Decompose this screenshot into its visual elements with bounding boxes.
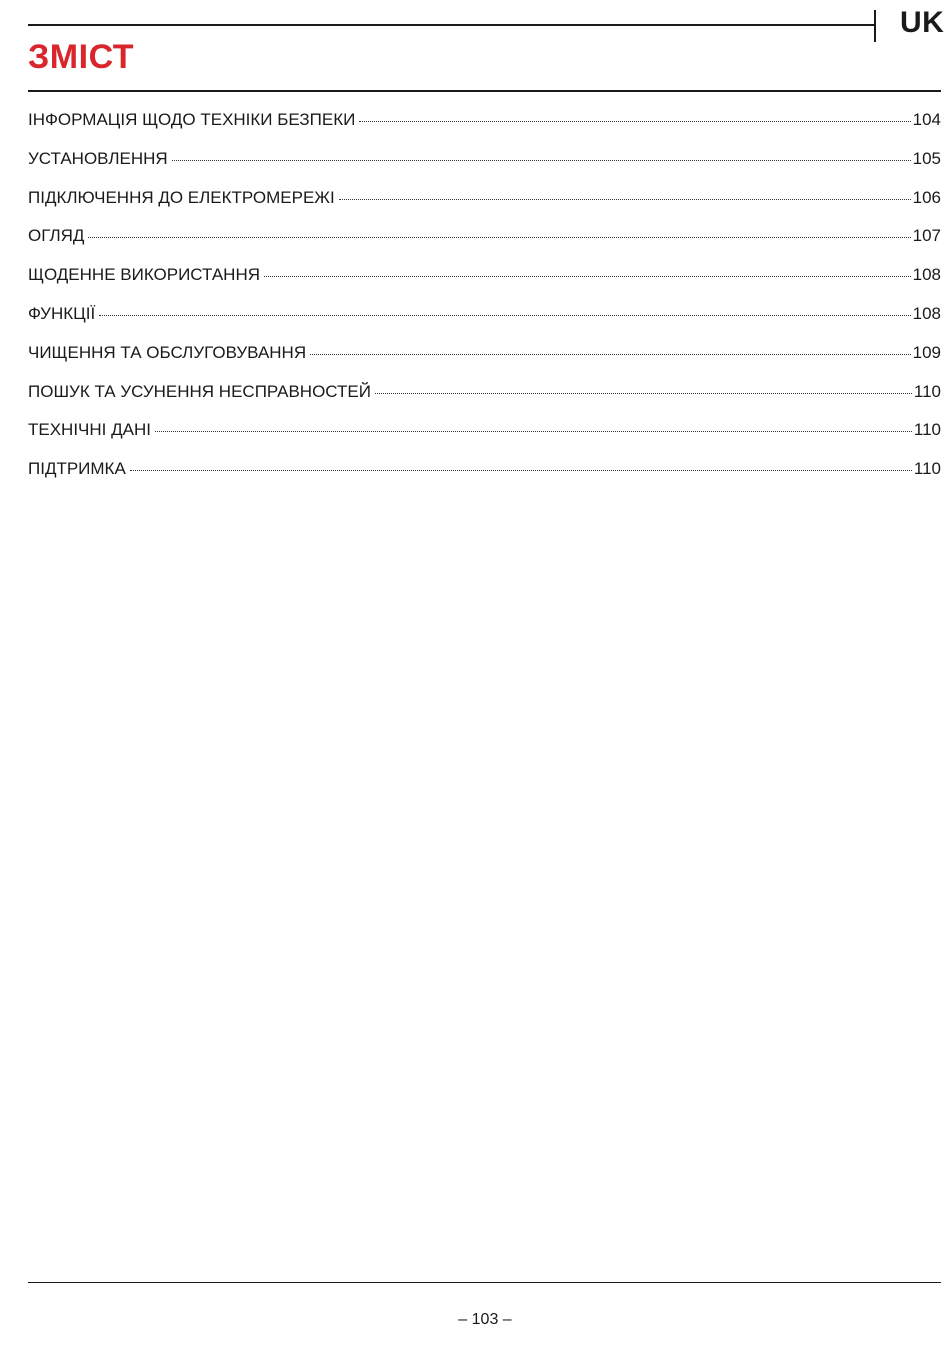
- header-rule: [28, 24, 876, 26]
- toc-entry[interactable]: [28, 343, 941, 382]
- toc-dot-leader: [359, 121, 910, 122]
- toc-dot-leader: [310, 354, 911, 355]
- toc-entry[interactable]: [28, 149, 941, 188]
- toc-entry-label: ПІДКЛЮЧЕННЯ ДО ЕЛЕКТРОМЕРЕЖІ: [28, 187, 335, 207]
- toc-entry[interactable]: [28, 420, 941, 459]
- header-rule-tick: [874, 10, 876, 42]
- toc-entry-page: 107: [912, 226, 941, 246]
- toc-entry[interactable]: [28, 304, 941, 343]
- toc-entry-page: 110: [913, 381, 941, 401]
- toc-dot-leader: [155, 431, 912, 432]
- toc-dot-leader: [375, 393, 912, 394]
- toc-entry[interactable]: [28, 459, 941, 498]
- toc-entry-label: ОГЛЯД: [28, 226, 85, 246]
- page-number: – 103 –: [458, 1311, 512, 1328]
- toc-entry-label: ТЕХНІЧНІ ДАНІ: [28, 420, 151, 440]
- toc-entry[interactable]: [28, 265, 941, 304]
- page-title: ЗМІСТ: [28, 38, 135, 76]
- toc-dot-leader: [88, 237, 910, 238]
- table-of-contents: [28, 110, 941, 498]
- toc-dot-leader: [130, 470, 912, 471]
- toc-entry[interactable]: [28, 226, 941, 265]
- toc-entry-label: ПІДТРИМКА: [28, 459, 126, 479]
- toc-entry-page: 108: [912, 265, 941, 285]
- footer-rule: [28, 1282, 941, 1283]
- toc-entry-page: 110: [913, 459, 941, 479]
- toc-entry-label: ІНФОРМАЦІЯ ЩОДО ТЕХНІКИ БЕЗПЕКИ: [28, 110, 356, 129]
- toc-entry[interactable]: [28, 382, 941, 421]
- toc-entry-label: ЧИЩЕННЯ ТА ОБСЛУГОВУВАННЯ: [28, 342, 307, 362]
- language-code: UK: [900, 6, 945, 39]
- toc-dot-leader: [264, 276, 911, 277]
- toc-entry[interactable]: [28, 188, 941, 227]
- toc-entry-label: ПОШУК ТА УСУНЕННЯ НЕСПРАВНОСТЕЙ: [28, 381, 371, 401]
- toc-entry-page: 105: [912, 148, 941, 168]
- toc-dot-leader: [172, 160, 911, 161]
- toc-entry-page: 106: [912, 187, 941, 207]
- title-rule: [28, 90, 941, 92]
- toc-entry-page: 109: [912, 342, 941, 362]
- toc-entry-label: УСТАНОВЛЕННЯ: [28, 148, 168, 168]
- toc-dot-leader: [339, 199, 911, 200]
- toc-entry[interactable]: [28, 110, 941, 149]
- toc-dot-leader: [99, 315, 910, 316]
- toc-entry-label: ЩОДЕННЕ ВИКОРИСТАННЯ: [28, 265, 261, 285]
- toc-entry-page: 110: [913, 420, 941, 440]
- toc-entry-page: 108: [912, 303, 941, 323]
- toc-entry-page: 104: [912, 110, 941, 129]
- toc-entry-label: ФУНКЦІЇ: [28, 303, 96, 323]
